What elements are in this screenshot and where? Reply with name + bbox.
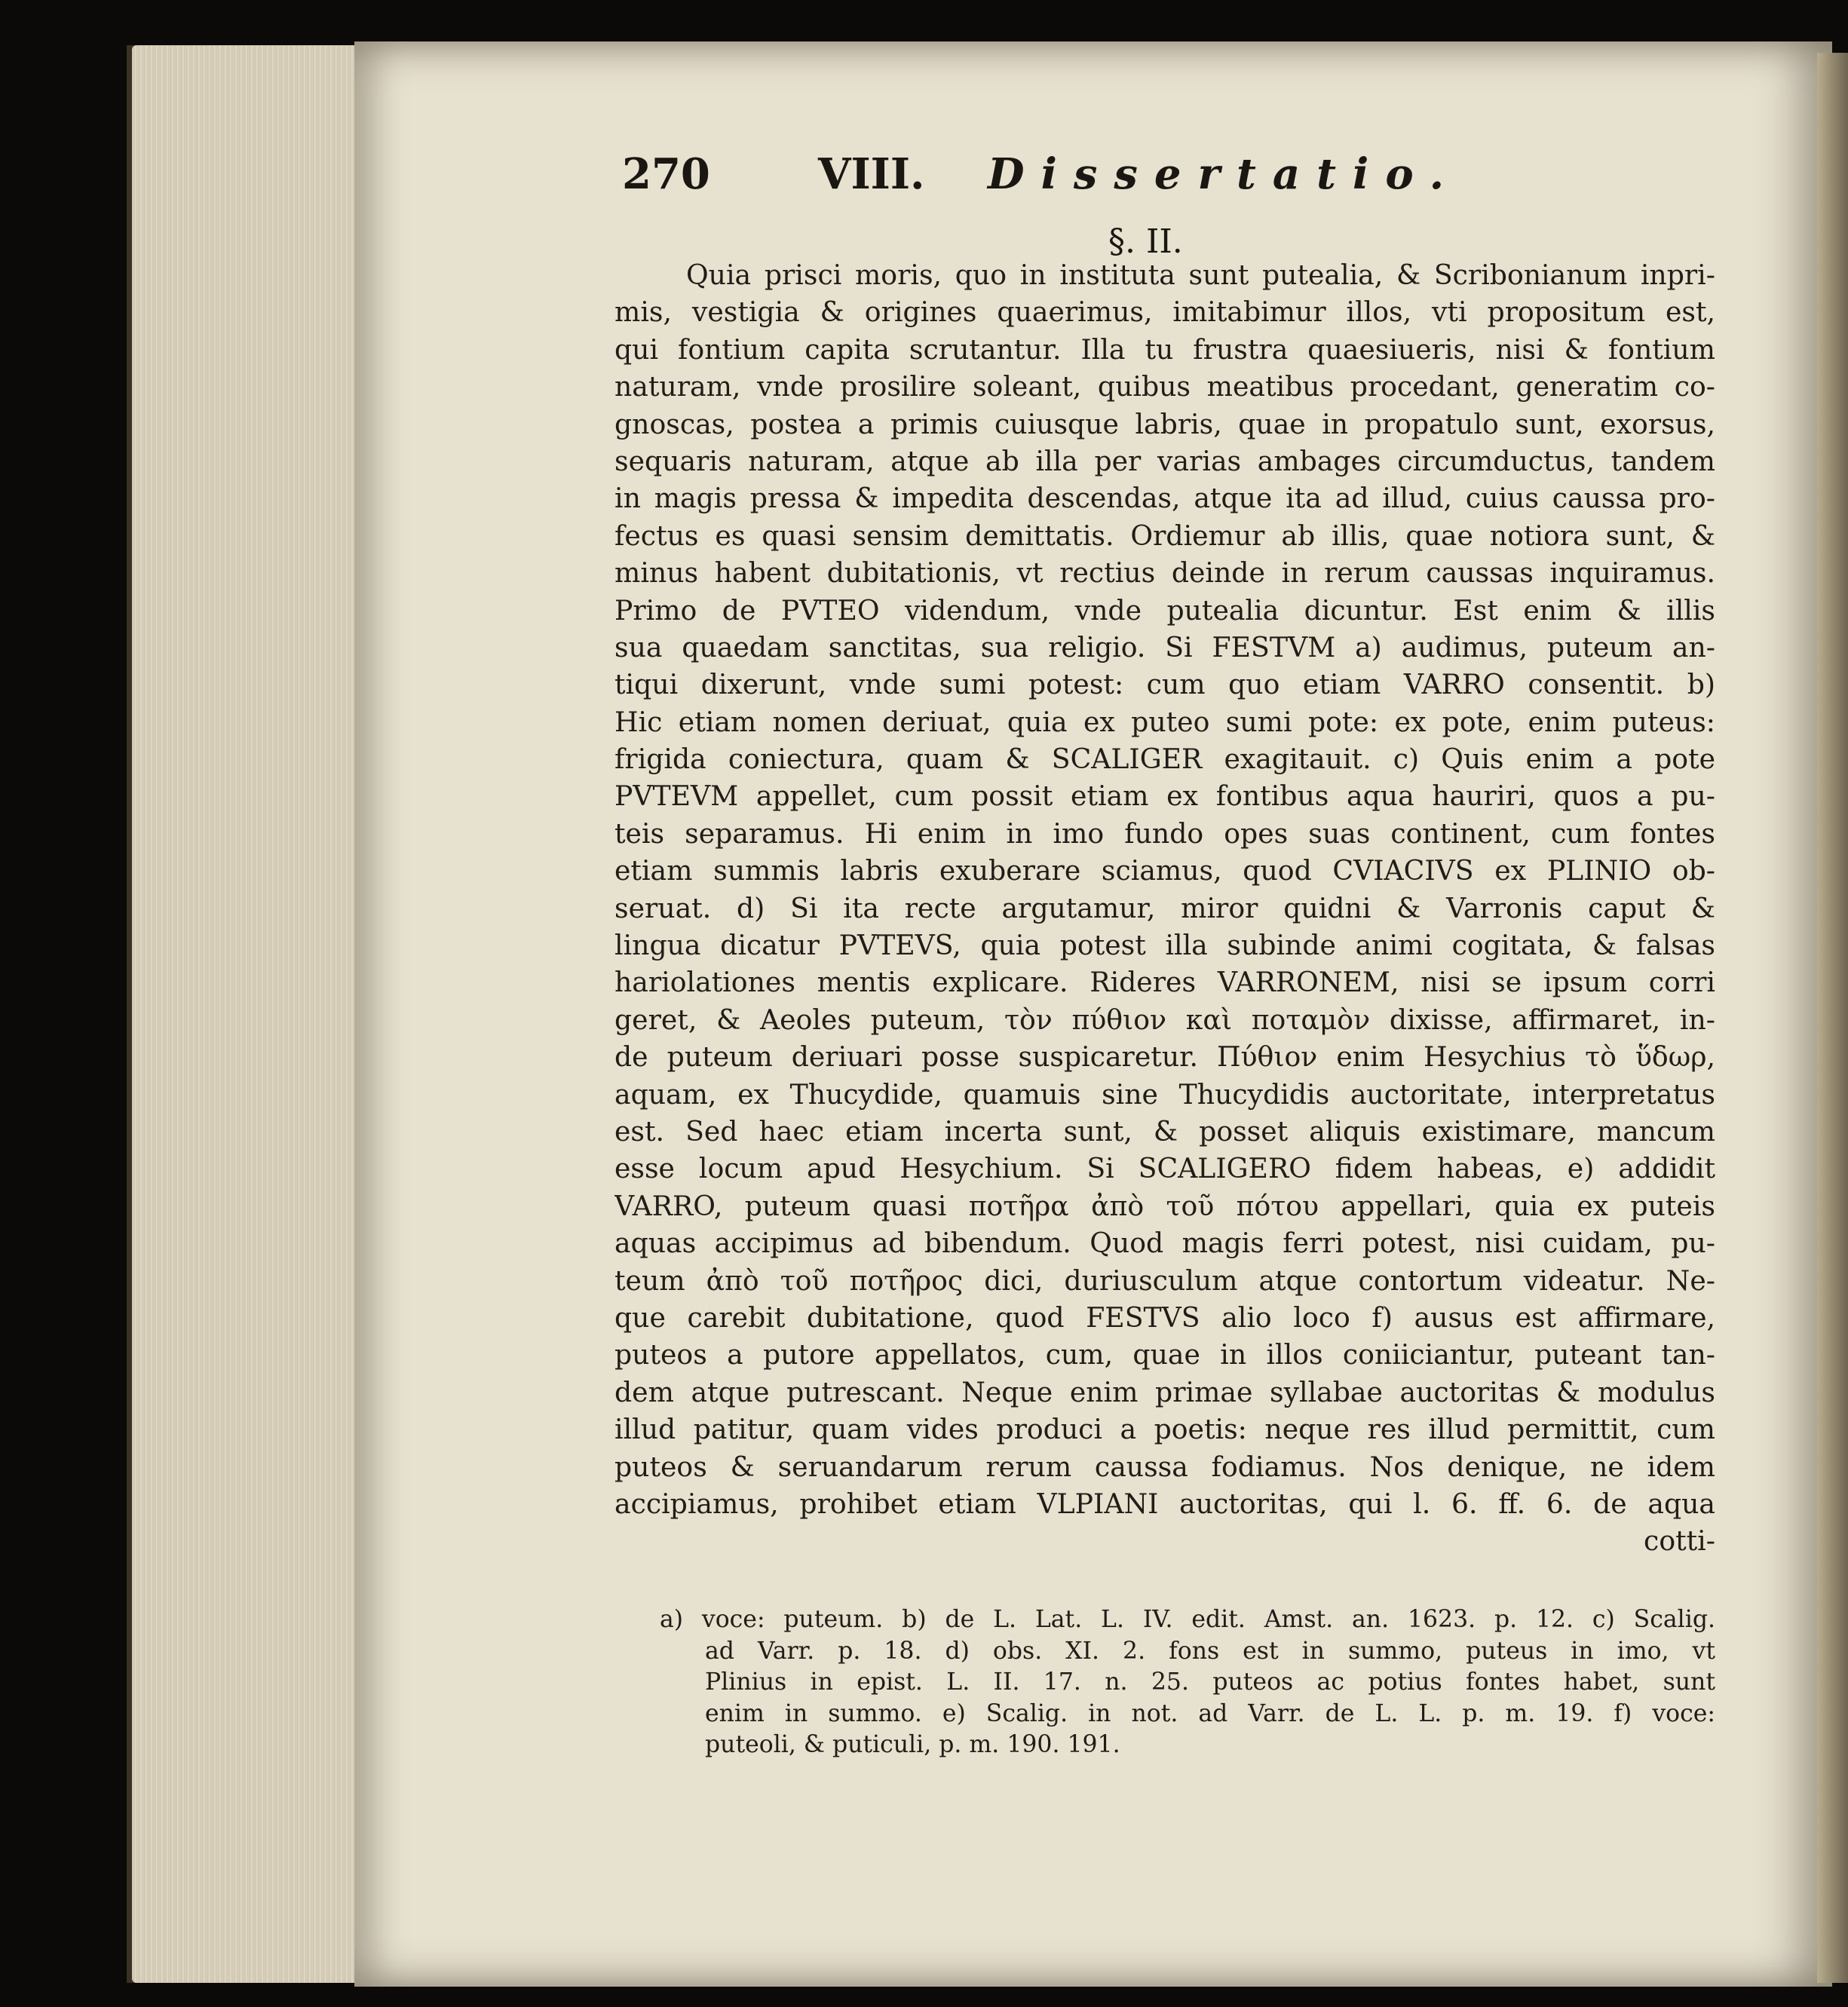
footnote-line: Plinius in epist. L. II. 17. n. 25. puteos ac potius fontes habet, sunt — [705, 1668, 1715, 1696]
text-line: geret, & Aeoles puteum, τὸν πύθιον καὶ ποταμὸν dixisse, affirmaret, in- — [614, 1003, 1715, 1036]
text-line: minus habent dubitationis, vt rectius deinde in rerum caussas inquiramus. — [614, 556, 1715, 590]
text-line: que carebit dubitatione, quod FESTVS alio loco f) ausus est affirmare, — [614, 1301, 1715, 1334]
book-gutter — [1817, 53, 1848, 1983]
text-line: teum ἀπὸ τοῦ ποτῆρος dici, duriusculum atque contortum videatur. Ne- — [614, 1264, 1715, 1297]
text-line: teis separamus. Hi enim in imo fundo opes suas continent, cum fontes — [614, 817, 1715, 850]
footnote-line: ad Varr. p. 18. d) obs. XI. 2. fons est in summo, puteus in imo, vt — [705, 1637, 1715, 1665]
text-line: dem atque putrescant. Neque enim primae syllabae auctoritas & modulus — [614, 1375, 1715, 1408]
text-line: VARRO, puteum quasi ποτῆρα ἀπὸ τοῦ πότου appellari, quia ex puteis — [614, 1189, 1715, 1222]
chapter-number: VIII. — [818, 149, 925, 199]
text-line: illud patitur, quam vides produci a poetis: neque res illud permittit, cum — [614, 1413, 1715, 1446]
text-line: sequaris naturam, atque ab illa per varias ambages circumductus, tandem — [614, 444, 1715, 477]
text-line: frigida coniectura, quam & SCALIGER exagitauit. c) Quis enim a pote — [614, 743, 1715, 776]
text-line: aquam, ex Thucydide, quamuis sine Thucydidis auctoritate, interpretatus — [614, 1077, 1715, 1111]
running-header — [622, 149, 1848, 202]
text-line: gnoscas, postea a primis cuiusque labris, quae in propatulo sunt, exorsus, — [614, 407, 1715, 440]
text-line: etiam summis labris exuberare sciamus, quod CVIACIVS ex PLINIO ob- — [614, 854, 1715, 887]
text-line: aquas accipimus ad bibendum. Quod magis ferri potest, nisi cuidam, pu- — [614, 1227, 1715, 1260]
page-stack-edge — [132, 45, 358, 1983]
text-line: sua quaedam sanctitas, sua religio. Si FESTVM a) audimus, puteum an- — [614, 630, 1715, 663]
text-line: naturam, vnde prosilire soleant, quibus meatibus procedant, generatim co- — [614, 370, 1715, 403]
text-line: qui fontium capita scrutantur. Illa tu frustra quaesiueris, nisi & fontium — [614, 332, 1715, 366]
text-line: puteos & seruandarum rerum caussa fodiamus. Nos denique, ne idem — [614, 1450, 1715, 1483]
catchword: cotti- — [1644, 1524, 1715, 1558]
footnote-line: puteoli, & puticuli, p. m. 190. 191. — [705, 1731, 1120, 1758]
text-line: de puteum deriuari posse suspicaretur. Πύθιον enim Hesychius τὸ ὕδωρ, — [614, 1040, 1715, 1074]
text-line: seruat. d) Si ita recte argutamur, miror quidni & Varronis caput & — [614, 891, 1715, 924]
text-line: PVTEVM appellet, cum possit etiam ex fontibus aqua hauriri, quos a pu- — [614, 780, 1715, 813]
text-line: puteos a putore appellatos, cum, quae in illos coniiciantur, puteant tan- — [614, 1338, 1715, 1371]
text-line: accipiamus, prohibet etiam VLPIANI auctoritas, qui l. 6. ff. 6. de aqua — [614, 1487, 1715, 1520]
text-line: est. Sed haec etiam incerta sunt, & posset aliquis existimare, mancum — [614, 1114, 1715, 1148]
footnote-line: a) voce: puteum. b) de L. Lat. L. IV. edit. Amst. an. 1623. p. 12. c) Scalig. — [660, 1606, 1715, 1633]
footnote-line: enim in summo. e) Scalig. in not. ad Varr. de L. L. p. m. 19. f) voce: — [705, 1699, 1715, 1727]
text-line: Quia prisci moris, quo in instituta sunt putealia, & Scribonianum inpri- — [686, 259, 1715, 291]
text-line: lingua dicatur PVTEVS, quia potest illa subinde animi cogitata, & falsas — [614, 929, 1715, 962]
text-line: tiqui dixerunt, vnde sumi potest: cum quo etiam VARRO consentit. b) — [614, 668, 1715, 701]
section-heading: §. II. — [1108, 222, 1183, 261]
text-line: Hic etiam nomen deriuat, quia ex puteo sumi pote: ex pote, enim puteus: — [614, 705, 1715, 738]
text-line: Primo de PVTEO videndum, vnde putealia dicuntur. Est enim & illis — [614, 593, 1715, 627]
text-line: hariolationes mentis explicare. Rideres VARRONEM, nisi se ipsum corri — [614, 966, 1715, 999]
text-line: in magis pressa & impedita descendas, atque ita ad illud, cuius caussa pro- — [614, 482, 1715, 515]
text-line: fectus es quasi sensim demittatis. Ordiemur ab illis, quae notiora sunt, & — [614, 519, 1715, 552]
body-text — [614, 256, 1715, 1560]
text-line: mis, vestigia & origines quaerimus, imitabimur illos, vti propositum est, — [614, 296, 1715, 329]
text-line: esse locum apud Hesychium. Si SCALIGERO fidem habeas, e) addidit — [614, 1152, 1715, 1185]
running-title: Dissertatio. — [988, 149, 1461, 199]
footnotes — [614, 1604, 1715, 1761]
page-number: 270 — [622, 149, 710, 199]
